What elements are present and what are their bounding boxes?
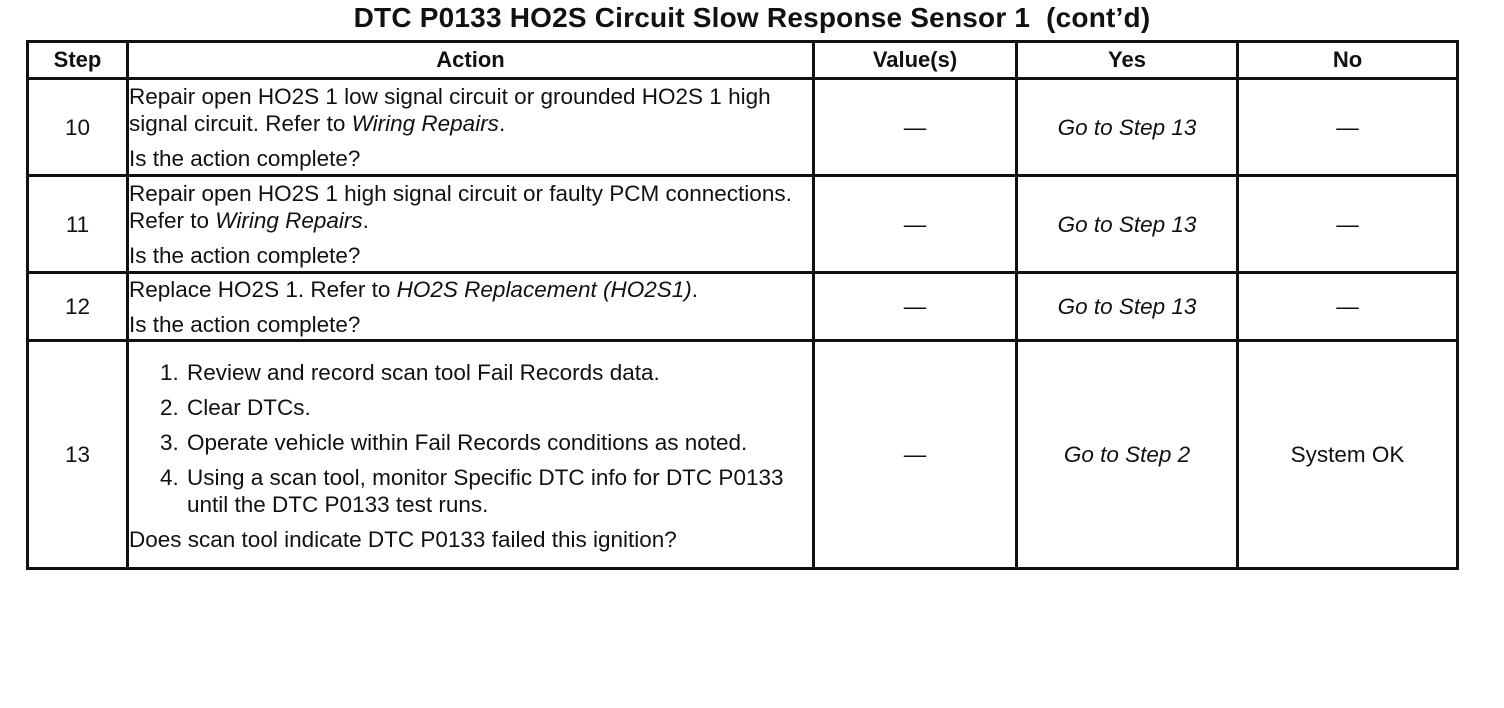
action-question: Is the action complete? — [129, 242, 361, 268]
value-dash: — — [903, 114, 927, 140]
action-end: . — [498, 110, 506, 136]
action-instruction: Repair open HO2S 1 low signal circuit or grounded HO2S 1 high signal circuit. Refer to — [129, 83, 771, 136]
header-action: Action — [128, 42, 814, 79]
header-no: No — [1238, 42, 1458, 79]
reference-link[interactable]: Wiring Repairs — [215, 207, 363, 233]
yes-result: Go to Step 13 — [1017, 176, 1238, 273]
no-result: System OK — [1238, 341, 1458, 569]
header-row — [28, 42, 1458, 79]
yes-result: Go to Step 13 — [1017, 273, 1238, 341]
step-number: 13 — [28, 341, 128, 569]
yes-result: Go to Step 2 — [1017, 341, 1238, 569]
value-dash: — — [903, 211, 927, 237]
table-row — [28, 176, 1458, 273]
value-dash: — — [903, 442, 927, 467]
action-instruction: Replace HO2S 1. Refer to — [129, 276, 397, 302]
action-text — [129, 83, 812, 137]
action-text — [129, 180, 812, 234]
step-number: 11 — [28, 176, 128, 273]
action-instruction: Repair open HO2S 1 high signal circuit or faulty PCM connections. Refer to — [129, 180, 792, 233]
no-dash: — — [1336, 114, 1359, 140]
no-cell — [1238, 273, 1458, 341]
value-cell — [814, 79, 1017, 176]
value-cell — [814, 176, 1017, 273]
header-values: Value(s) — [814, 42, 1017, 79]
procedure-step: 2. Clear DTCs. — [185, 394, 812, 421]
action-cell — [128, 341, 814, 569]
no-cell — [1238, 79, 1458, 176]
value-cell — [814, 273, 1017, 341]
no-dash: — — [1336, 294, 1359, 319]
table-row — [28, 273, 1458, 341]
procedure-step: 1. Review and record scan tool Fail Records data. — [185, 359, 812, 386]
page-title: DTC P0133 HO2S Circuit Slow Response Sensor 1 (cont’d) — [353, 2, 1151, 33]
table-row — [28, 79, 1458, 176]
header-step: Step — [28, 42, 128, 79]
action-cell — [128, 79, 814, 176]
action-question: Is the action complete? — [129, 145, 361, 171]
no-dash: — — [1336, 211, 1359, 237]
action-cell — [128, 273, 814, 341]
action-cell — [128, 176, 814, 273]
action-text — [129, 276, 812, 303]
value-dash: — — [903, 294, 927, 319]
value-cell — [814, 341, 1017, 569]
action-question: Is the action complete? — [129, 311, 361, 337]
header-yes: Yes — [1017, 42, 1238, 79]
action-end: . — [362, 207, 369, 233]
table-row — [28, 341, 1458, 569]
reference-link[interactable]: HO2S Replacement (HO2S1) — [396, 276, 692, 302]
procedure-list — [129, 359, 812, 518]
procedure-step: 4. Using a scan tool, monitor Specific DTC info for DTC P0133 until the DTC P0133 test runs. — [185, 464, 812, 518]
reference-link[interactable]: Wiring Repairs — [351, 110, 499, 136]
procedure-step: 3. Operate vehicle within Fail Records conditions as noted. — [185, 429, 812, 456]
no-cell — [1238, 176, 1458, 273]
dtc-table — [26, 40, 1459, 570]
action-end: . — [691, 276, 699, 302]
step-number: 10 — [28, 79, 128, 176]
step-number: 12 — [28, 273, 128, 341]
action-question: Does scan tool indicate DTC P0133 failed this ignition? — [129, 526, 677, 552]
yes-result: Go to Step 13 — [1017, 79, 1238, 176]
